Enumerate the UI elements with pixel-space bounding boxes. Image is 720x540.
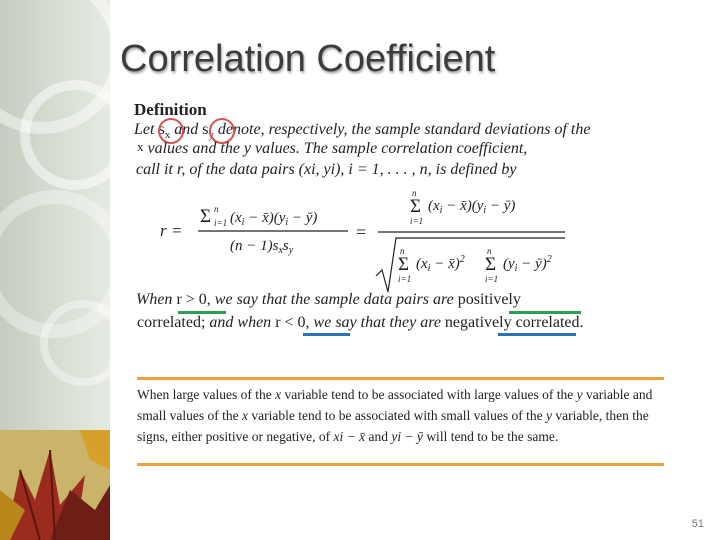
decorative-ring xyxy=(40,300,110,386)
definition-heading: Definition xyxy=(134,100,207,119)
sy-symbol: $s_y$ xyxy=(202,121,214,142)
statement-text: we say that the sample data pairs are xyxy=(210,291,458,308)
svg-text:Σ: Σ xyxy=(485,254,497,275)
svg-text:i=1: i=1 xyxy=(398,274,412,284)
negatively-underline xyxy=(498,333,576,336)
page-number: 51 xyxy=(691,518,704,530)
negatively-word: negatively xyxy=(444,314,512,331)
svg-text:(n − 1)sxsy: $(n - 1)s_xs_y$ xyxy=(230,238,294,256)
statement-text: correlated; xyxy=(137,314,210,331)
statement-text: and when xyxy=(209,314,276,331)
statement-text: we say that they are xyxy=(309,314,445,331)
definition-text: values and the y values. The sample correlation coefficient, xyxy=(143,140,528,157)
svg-text:n: n xyxy=(400,246,405,256)
autumn-leaves-image xyxy=(0,430,110,540)
sx-symbol: $s_x$ xyxy=(158,121,171,142)
definition-line-1 xyxy=(134,121,590,141)
statement-text: correlated. xyxy=(511,314,584,331)
svg-text:n: n xyxy=(214,204,219,214)
definition-line-2 xyxy=(137,140,527,158)
statement-line-1 xyxy=(136,291,521,309)
svg-text:n: n xyxy=(487,246,492,256)
correlation-formula xyxy=(160,186,580,298)
positive-condition: r > 0, xyxy=(176,291,211,308)
svg-text:(xi − x̄)(yi − ȳ): ($x_i$ − $x̄)(y_i$ − ȳ) xyxy=(428,198,516,216)
negative-condition: r < 0, xyxy=(275,314,310,331)
svg-text:n: n xyxy=(412,188,417,198)
formula-equals: = xyxy=(356,222,367,242)
definition-text: denote, respectively, the sample standard deviations of the xyxy=(213,121,591,138)
statement-text: When xyxy=(136,291,177,308)
box-bottom-rule xyxy=(137,463,664,466)
definition-text: and xyxy=(170,121,203,138)
svg-text:Σ: Σ xyxy=(200,206,212,227)
slide-title: Correlation Coefficient xyxy=(120,38,496,80)
svg-text:(xi − x̄)(yi − ȳ): ($x_i$ − $x̄)(y_i$ − ȳ) xyxy=(230,210,318,228)
box-top-rule xyxy=(137,377,664,380)
definition-line-3: call it r, of the data pairs (xi, yi), i = 1, . . . , n, is defined by xyxy=(136,161,517,178)
formula-r-label: r = xyxy=(160,221,183,240)
x-var: x xyxy=(137,139,144,154)
explanation-text: When large values of the x variable tend to be associated with large values of the y variable and small values of the x variable tend to be associated with small values of the y variable, then the signs, either positive or negative, of xi − x̄ and yi − ȳ will tend to be the same. xyxy=(137,387,653,444)
svg-text:(xi − x̄)2: ($x_i$ − x̄)$^2$ xyxy=(416,254,465,274)
statement-line-2 xyxy=(137,314,584,332)
decorative-sidebar xyxy=(0,0,110,540)
positively-word: positively xyxy=(457,291,521,308)
svg-text:i=1: i=1 xyxy=(214,218,228,228)
svg-text:i=1: i=1 xyxy=(485,274,499,284)
svg-text:i=1: i=1 xyxy=(410,216,424,226)
negative-condition-underline xyxy=(303,333,350,336)
svg-text:Σ: Σ xyxy=(398,254,410,275)
svg-text:(yi − ȳ)2: ($y_i$ − ȳ)$^2$ xyxy=(503,254,552,274)
svg-text:Σ: Σ xyxy=(410,196,422,217)
definition-text: Let xyxy=(134,121,159,138)
